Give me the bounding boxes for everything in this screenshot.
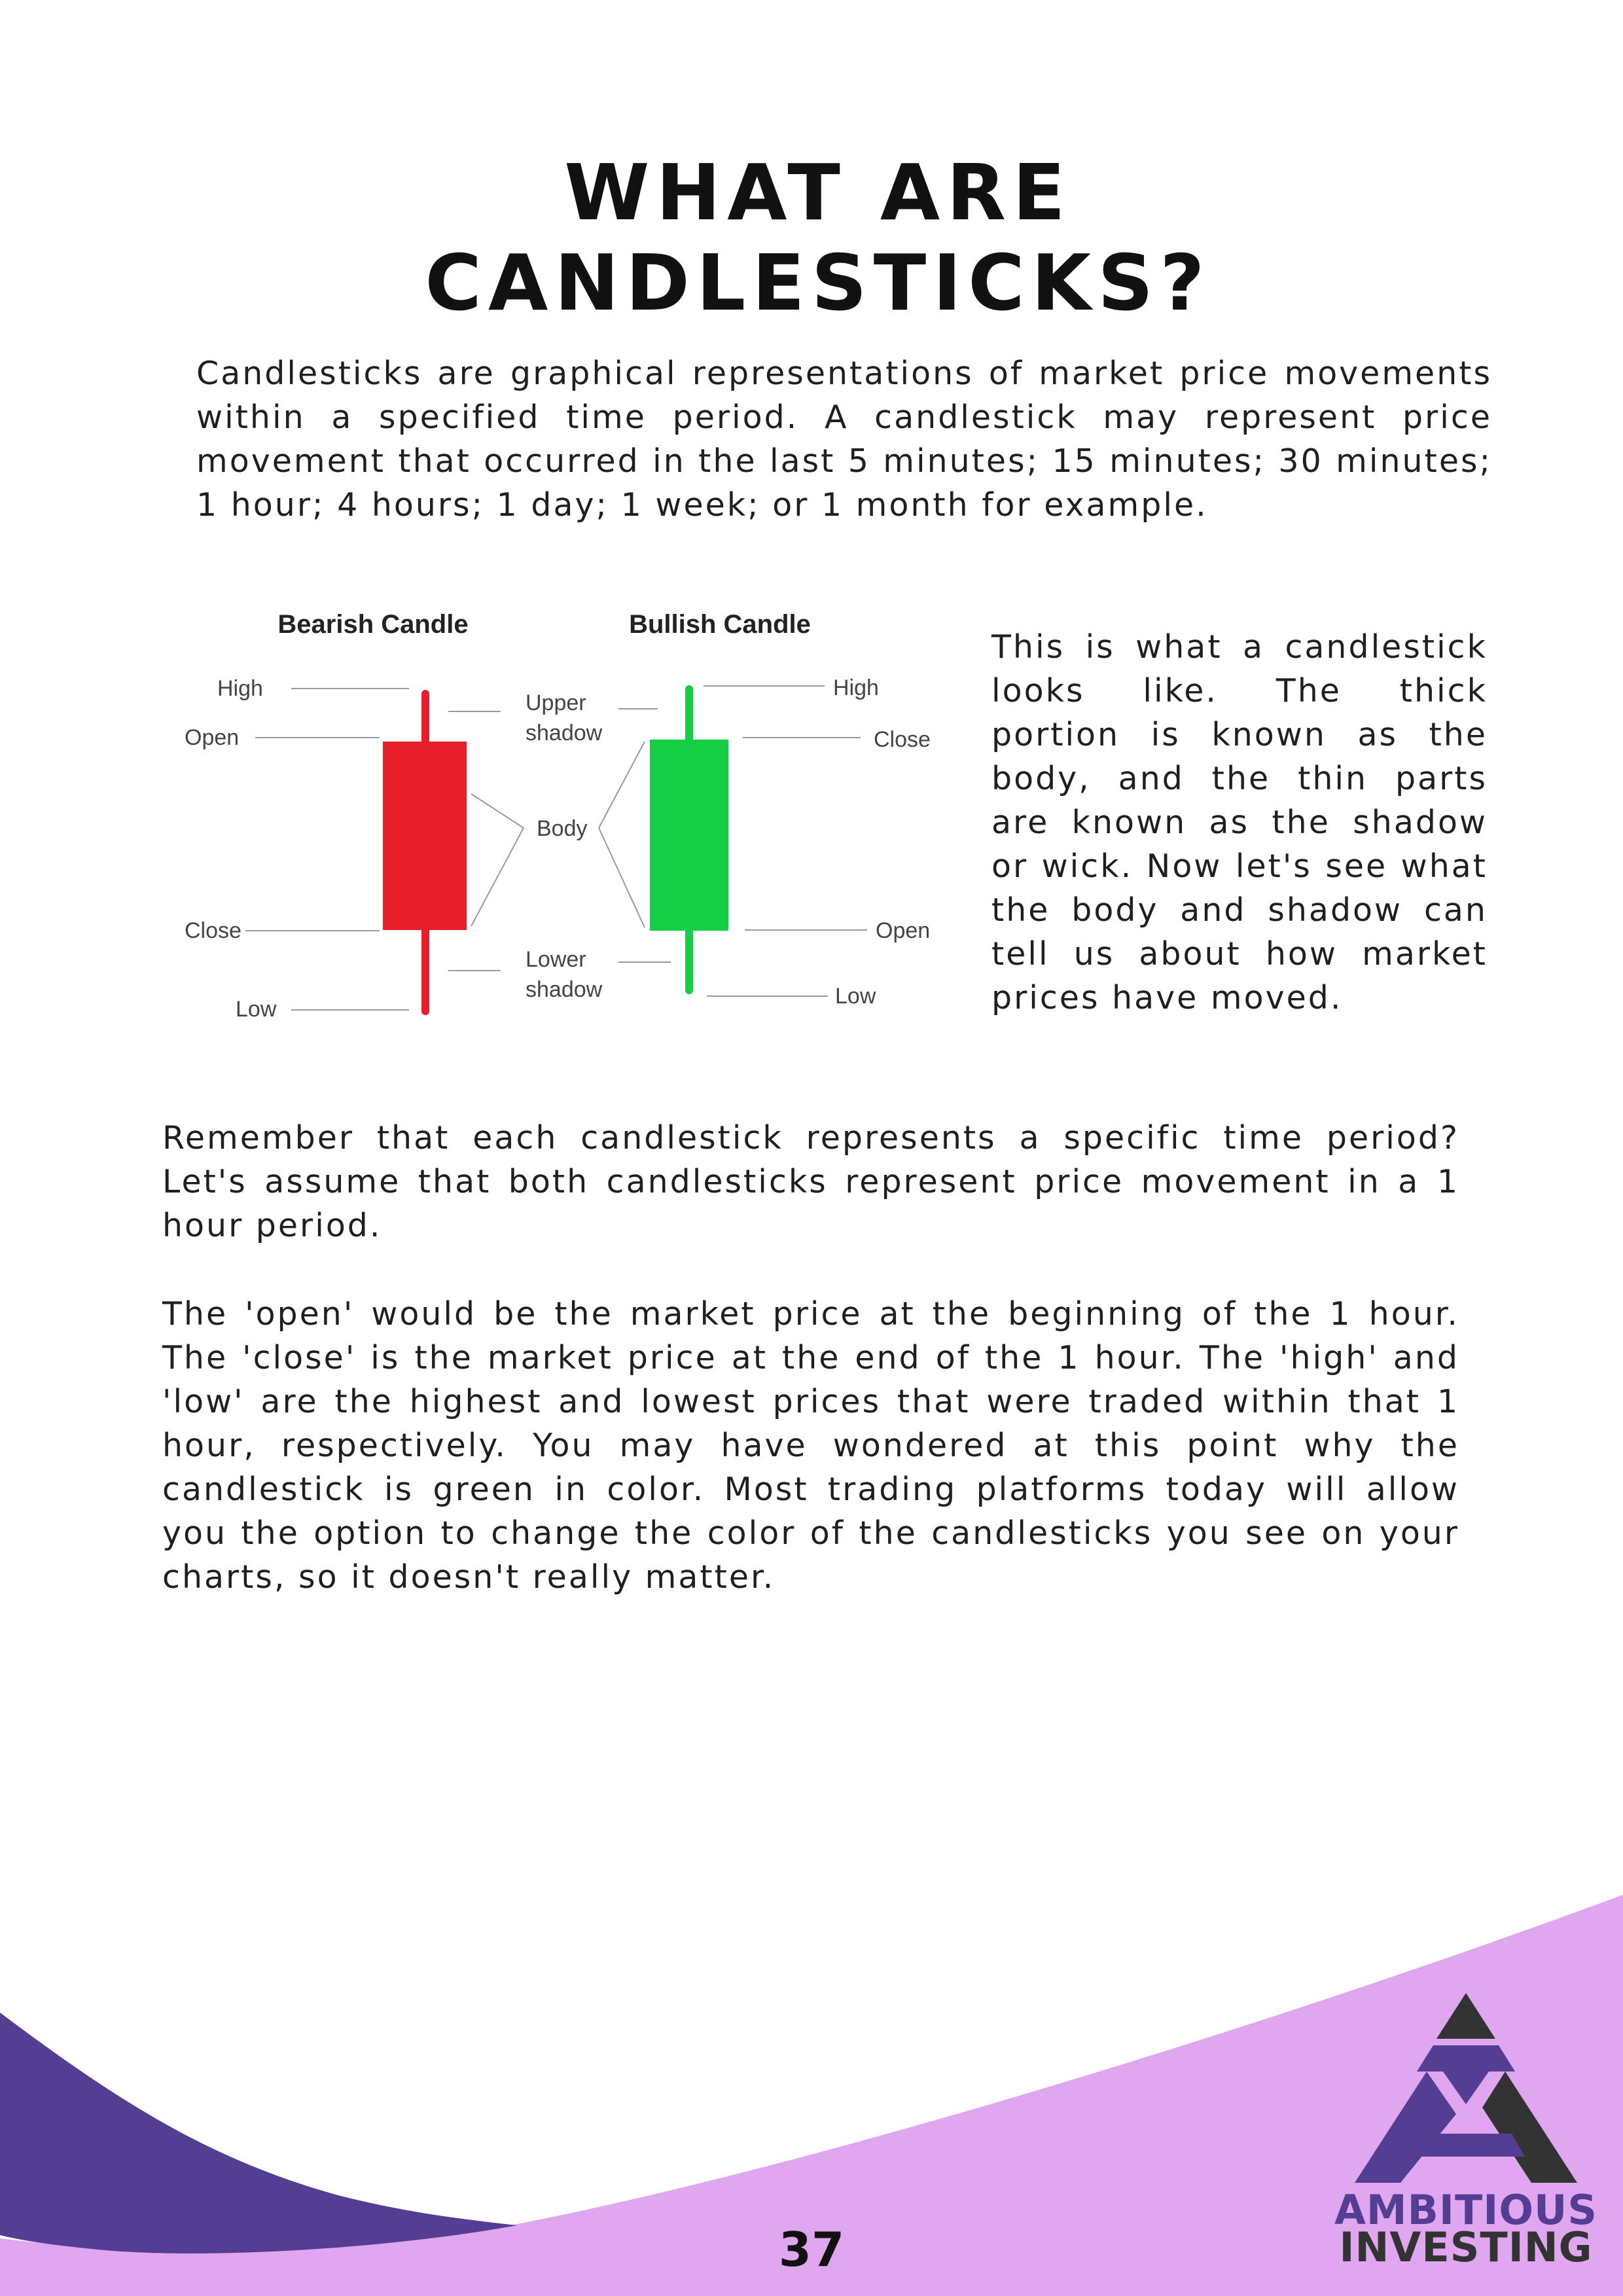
open-close-paragraph: The 'open' would be the market price at the beginning of the 1 hour. The 'close' is the market price at the end of the 1 hour. The 'high' and 'low' are the highest and lowest prices that were traded within that 1 hour, respectively. You may have wondered at this point why the candlestick is green in color. Most trading platforms today will allow you the option to change the color of the candlesticks you see on your charts, so it doesn't really matter. (162, 1295, 1459, 1596)
page-number: 37 (778, 2222, 845, 2277)
bearish-high-label: High (217, 676, 263, 701)
logo-text-investing: INVESTING (1339, 2223, 1593, 2271)
bullish-low-label: Low (835, 984, 876, 1009)
bearish-low-label: Low (236, 997, 277, 1022)
remember-paragraph: Remember that each candlestick represents a specific time period? Let's assume that both candlesticks represent price movement in a 1 hour period. (162, 1119, 1459, 1244)
page-title: WHAT ARE CANDLESTICKS? (425, 147, 1211, 328)
logo-text-ambitious: AMBITIOUS (1334, 2186, 1598, 2234)
bullish-close-label: Close (874, 727, 931, 752)
body-label: Body (537, 816, 588, 841)
intro-paragraph: Candlesticks are graphical representations of market price movements within a specified time period. A candlestick may represent price movement that occurred in the last 5 minutes; 15 minutes; 30 minutes; 1 hour; 4 hours; 1 day; 1 week; or 1 month for example. (196, 355, 1492, 524)
footer-purple-shape (0, 2013, 517, 2253)
bullish-candle-title: Bullish Candle (629, 610, 811, 639)
bearish-candle-title: Bearish Candle (277, 610, 469, 639)
lower-shadow-label-line2: shadow (526, 977, 603, 1002)
side-paragraph: This is what a candlestick looks like. The thick portion is known as the body, and the thin parts are known as the shadow or wick. Now let's see what the body and shadow can tell us about how market prices have moved. (991, 628, 1488, 1016)
bearish-body (383, 742, 467, 930)
upper-shadow-label-line1: Upper (526, 691, 586, 715)
logo-mark-icon (1355, 1993, 1577, 2183)
lower-shadow-label-line1: Lower (526, 947, 586, 972)
bearish-open-label: Open (185, 725, 240, 750)
bullish-high-label: High (833, 675, 879, 700)
candlestick-diagram (177, 599, 955, 1031)
bearish-close-label: Close (185, 918, 241, 943)
bullish-body (650, 740, 728, 931)
ambitious-investing-logo (1329, 1993, 1603, 2274)
bullish-open-label: Open (876, 918, 931, 943)
upper-shadow-label-line2: shadow (526, 721, 603, 745)
